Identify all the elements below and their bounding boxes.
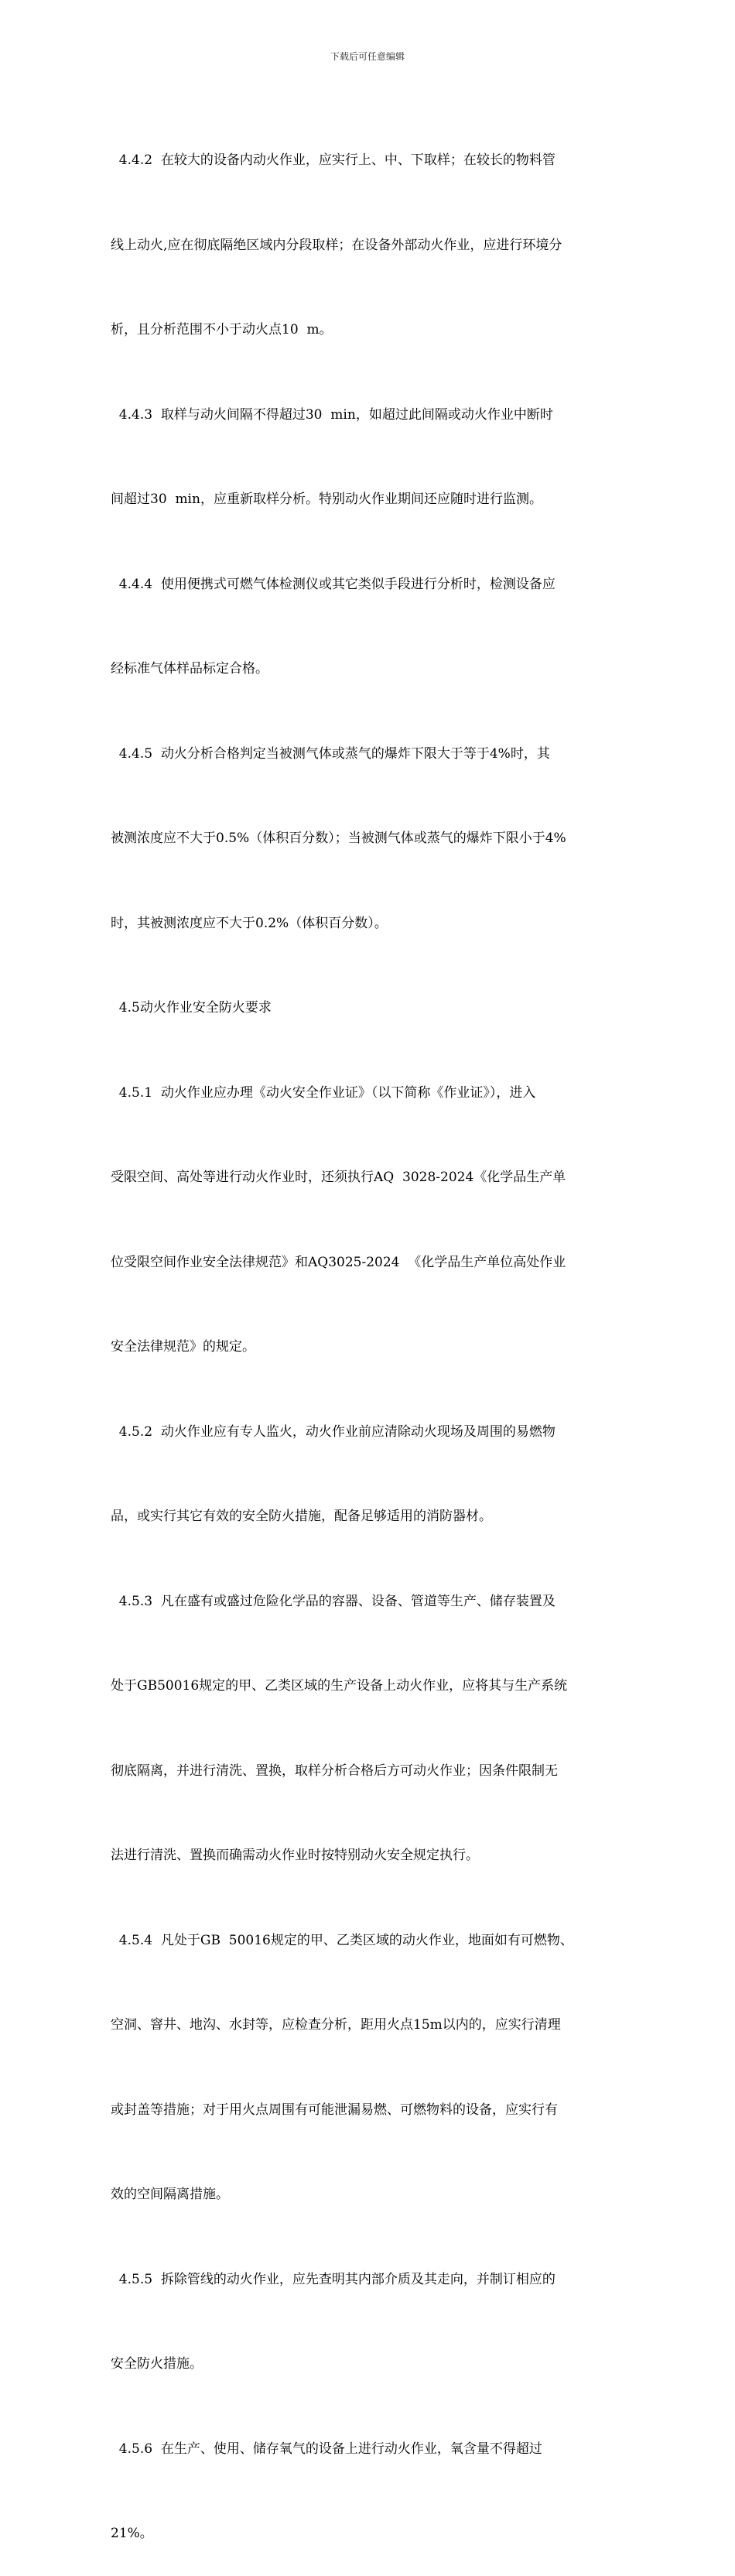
text-line: 效的空间隔离措施。 [111,2187,229,2202]
text-line: 4.5.6 在生产、使用、储存氧气的设备上进行动火作业，氧含量不得超过 [111,2441,542,2457]
text-line: 品，或实行其它有效的安全防火措施，配备足够适用的消防器材。 [111,1509,492,1524]
text-line: 析，且分析范围不小于动火点10 m。 [111,322,333,337]
text-line: 或封盖等措施；对于用火点周围有可能泄漏易燃、可燃物料的设备，应实行有 [111,2102,558,2118]
section-heading: 4.5动火作业安全防火要求 [111,1000,272,1016]
text-line: 经标准气体样品标定合格。 [111,661,268,677]
text-line: 安全防火措施。 [111,2356,203,2372]
document-body [111,90,637,2576]
text-line: 4.4.4 使用便携式可燃气体检测仪或其它类似手段进行分析时，检测设备应 [111,576,556,592]
text-line: 4.4.3 取样与动火间隔不得超过30 min，如超过此间隔或动火作业中断时 [111,406,553,423]
text-line: 4.4.2 在较大的设备内动火作业，应实行上、中、下取样；在较长的物料管 [111,152,556,168]
text-line: 彻底隔离，并进行清洗、置换，取样分析合格后方可动火作业；因条件限制无 [111,1762,558,1779]
text-line: 4.5.1 动火作业应办理《动火安全作业证》（以下简称《作业证》），进入 [111,1084,536,1101]
text-line: 位受限空间作业安全法律规范》和AQ3025-2024 《化学品生产单位高处作业 [111,1254,566,1270]
text-line: 间超过30 min，应重新取样分析。特别动火作业期间还应随时进行监测。 [111,492,542,507]
text-line: 时，其被测浓度应不大于0.2%（体积百分数）。 [111,915,388,931]
text-line: 被测浓度应不大于0.5%（体积百分数）；当被测气体或蒸气的爆炸下限小于4% [111,831,566,846]
text-line: 处于GB50016规定的甲、乙类区域的生产设备上动火作业，应将其与生产系统 [111,1678,568,1694]
text-line: 空洞、窨井、地沟、水封等，应检查分析，距用火点15m以内的，应实行清理 [111,2017,561,2033]
text-line: 线上动火,应在彻底隔绝区域内分段取样；在设备外部动火作业，应进行环境分 [111,237,562,253]
text-line: 4.4.5 动火分析合格判定当被测气体或蒸气的爆炸下限大于等于4%时，其 [111,745,550,762]
text-line: 21%。 [111,2526,153,2541]
text-line: 受限空间、高处等进行动火作业时，还须执行AQ 3028-2024《化学品生产单 [111,1170,566,1185]
text-line: 4.5.2 动火作业应有专人监火，动火作业前应清除动火现场及周围的易燃物 [111,1423,556,1440]
text-line: 4.5.3 凡在盛有或盛过危险化学品的容器、设备、管道等生产、储存装置及 [111,1593,556,1609]
page-header: 下载后可任意编辑 [330,51,405,62]
text-line: 法进行清洗、置换而确需动火作业时按特别动火安全规定执行。 [111,1848,479,1863]
text-line: 安全法律规范》的规定。 [111,1339,255,1355]
text-line: 4.5.5 拆除管线的动火作业，应先查明其内部介质及其走向，并制订相应的 [111,2271,556,2287]
text-line: 4.5.4 凡处于GB 50016规定的甲、乙类区域的动火作业，地面如有可燃物、 [111,1932,573,1948]
